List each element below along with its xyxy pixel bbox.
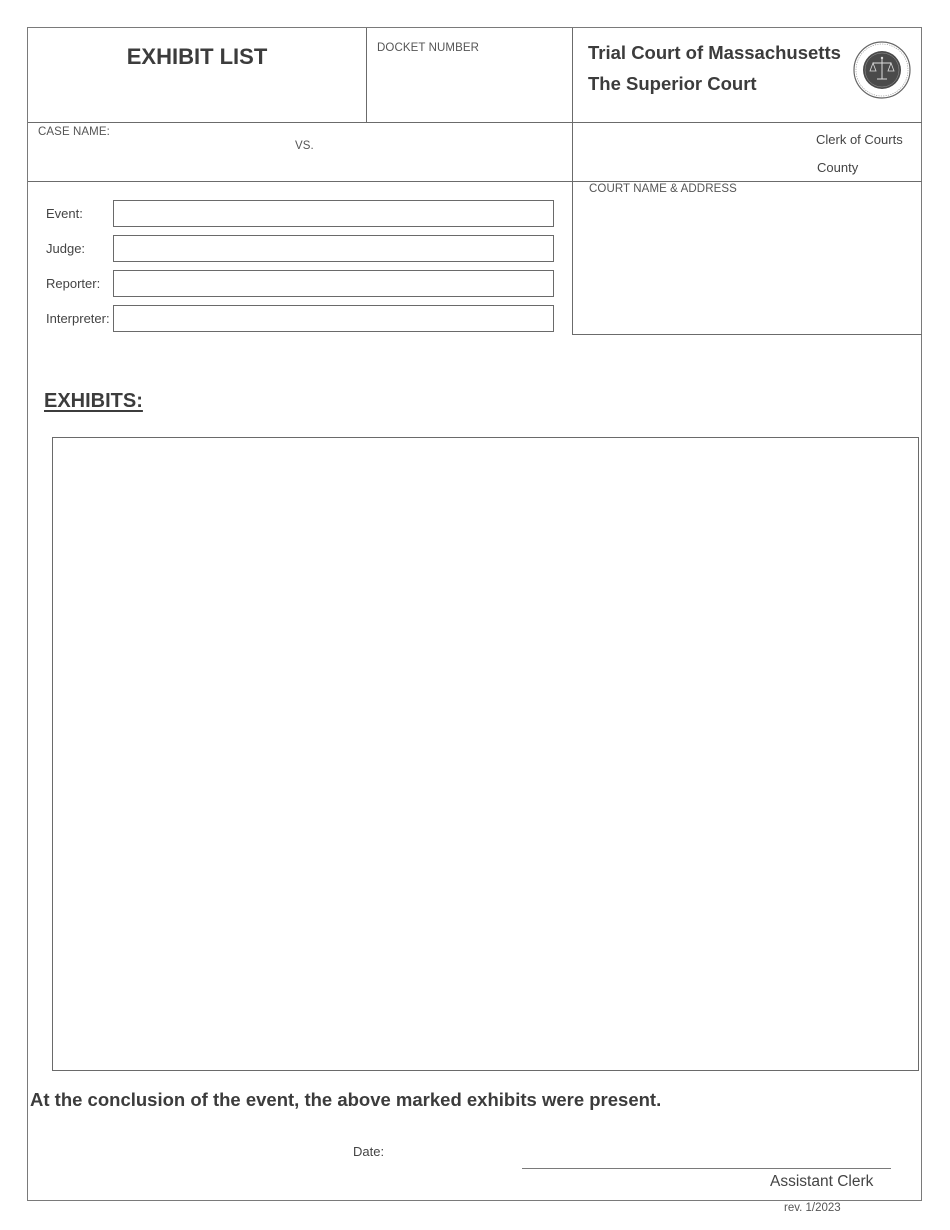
court-address-label: COURT NAME & ADDRESS <box>589 183 737 195</box>
event-input[interactable] <box>113 200 554 227</box>
exhibits-textarea[interactable] <box>52 437 919 1071</box>
interpreter-input[interactable] <box>113 305 554 332</box>
court-address-bottom-divider <box>572 334 922 335</box>
vs-label: VS. <box>295 140 314 152</box>
date-label: Date: <box>353 1144 385 1159</box>
header-vertical-divider-left <box>366 28 367 123</box>
signature-line <box>522 1168 891 1169</box>
event-label: Event: <box>46 206 83 221</box>
clerk-of-courts-label: Clerk of Courts <box>816 132 903 147</box>
header-bottom-divider <box>28 122 922 123</box>
reporter-label: Reporter: <box>46 276 101 291</box>
county-label: County <box>817 160 859 175</box>
court-seal-icon <box>853 41 911 99</box>
exhibits-heading: EXHIBITS: <box>44 390 143 412</box>
case-bottom-divider <box>28 181 922 182</box>
case-name-label: CASE NAME: <box>38 126 110 138</box>
revision-label: rev. 1/2023 <box>784 1202 841 1214</box>
page-title: EXHIBIT LIST <box>126 44 268 69</box>
interpreter-label: Interpreter: <box>46 311 110 326</box>
conclusion-statement: At the conclusion of the event, the above marked exhibits were present. <box>30 1089 662 1110</box>
docket-number-label: DOCKET NUMBER <box>377 42 480 54</box>
reporter-input[interactable] <box>113 270 554 297</box>
assistant-clerk-label: Assistant Clerk <box>770 1173 874 1190</box>
court-name-line1: Trial Court of Massachusetts <box>588 42 841 63</box>
judge-label: Judge: <box>46 241 86 256</box>
judge-input[interactable] <box>113 235 554 262</box>
court-name-line2: The Superior Court <box>588 73 757 94</box>
